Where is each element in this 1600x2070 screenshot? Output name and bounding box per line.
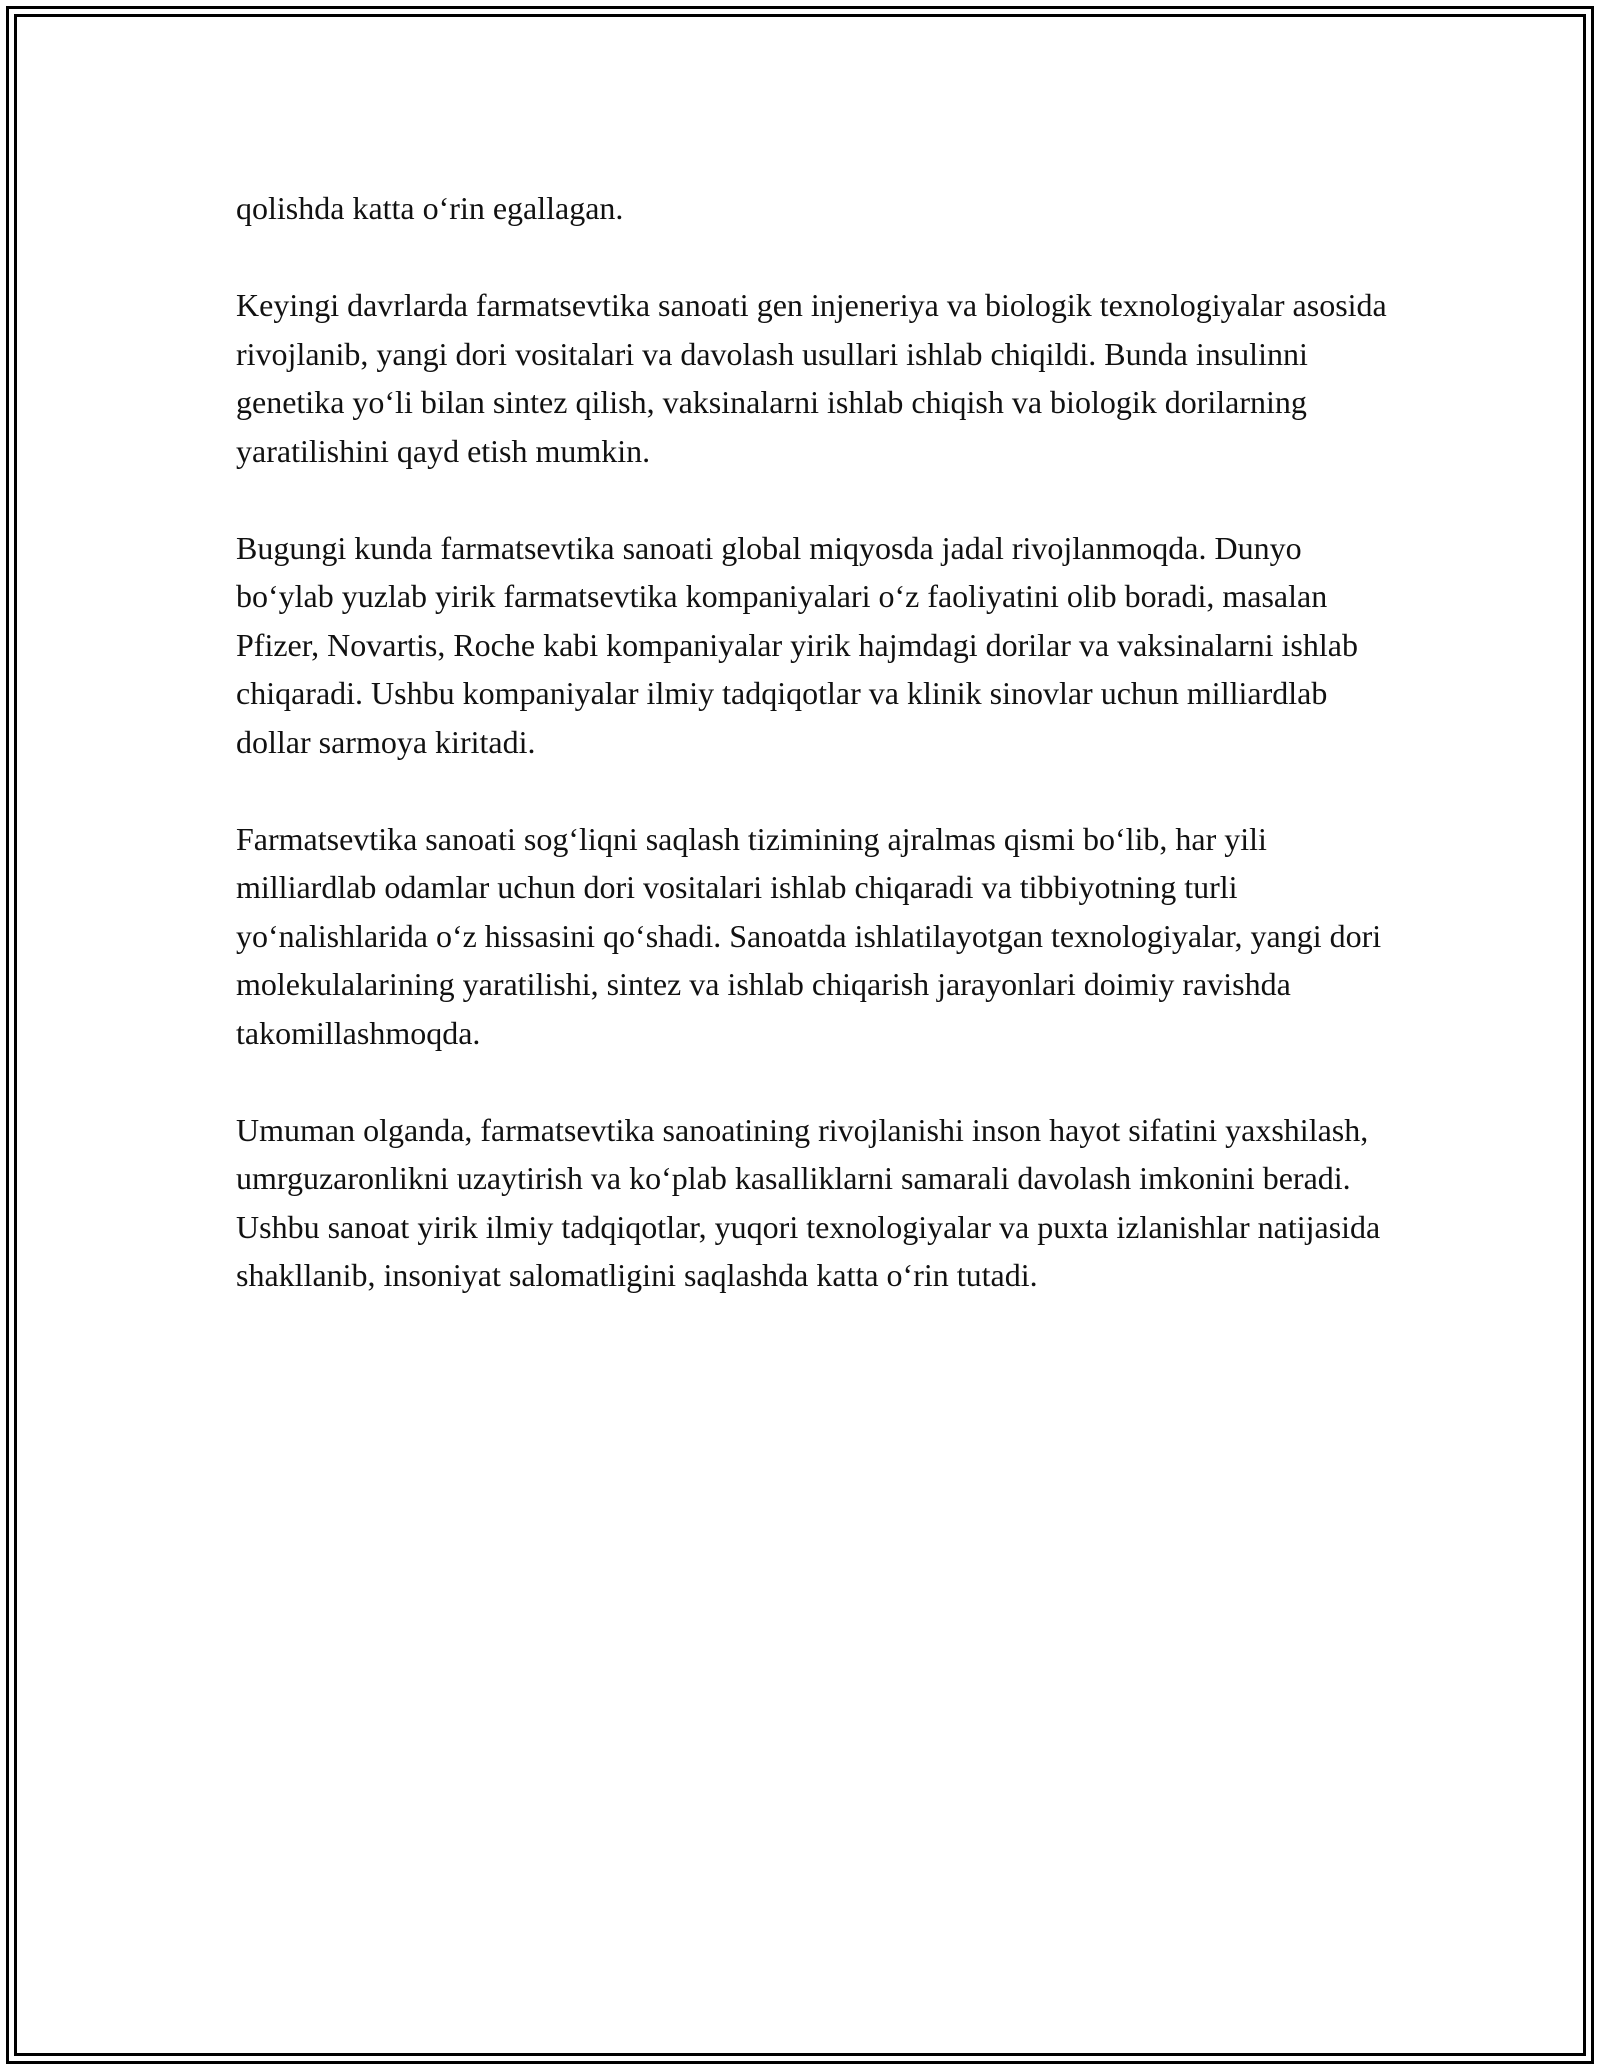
paragraph-genetic-engineering: Keyingi davrlarda farmatsevtika sanoati gen injeneriya va biologik texnologiyalar asosida rivojlanib, yangi dori vositalari va davolash usullari ishlab chiqildi. Bunda insulinni genetika yo‘li bilan sintez qilish, vaksinalarni ishlab chiqish va biologik dorilarning yaratilishini qayd etish mumkin. — [236, 287, 1387, 469]
paragraph-global-industry: Bugungi kunda farmatsevtika sanoati global miqyosda jadal rivojlanmoqda. Dunyo bo‘ylab yuzlab yirik farmatsevtika kompaniyalari o‘z faoliyatini olib boradi, masalan Pfizer, Novartis, Roche kabi kompaniyalar yirik hajmdagi dorilar va vaksinalarni ishlab chiqaradi. Ushbu kompaniyalar ilmiy tadqiqotlar va klinik sinovlar uchun milliardlab dollar sarmoya kiritadi. — [236, 529, 1358, 760]
paragraph-conclusion: Umuman olganda, farmatsevtika sanoatining rivojlanishi inson hayot sifatini yaxshilash, umrguzaronlikni uzaytirish va ko‘plab kasalliklarni samarali davolash imkonini beradi. Ushbu sanoat yirik ilmiy tadqiqotlar, yuqori texnologiyalar va puxta izlanishlar natijasida shakllanib, insoniyat salomatligini saqlashda katta o‘rin tutadi. — [236, 1111, 1381, 1293]
paragraph-continuation: qolishda katta o‘rin egallagan. — [236, 190, 624, 226]
paragraph-healthcare-role: Farmatsevtika sanoati sog‘liqni saqlash tizimining ajralmas qismi bo‘lib, har yili milliardlab odamlar uchun dori vositalari ishlab chiqaradi va tibbiyotning turli yo‘nalishlarida o‘z hissasini qo‘shadi. Sanoatda ishlatilayotgan texnologiyalar, yangi dori molekulalarining yaratilishi, sintez va ishlab chiqarish jarayonlari doimiy ravishda takomillashmoqda. — [236, 820, 1382, 1051]
document-body — [236, 184, 1396, 1348]
